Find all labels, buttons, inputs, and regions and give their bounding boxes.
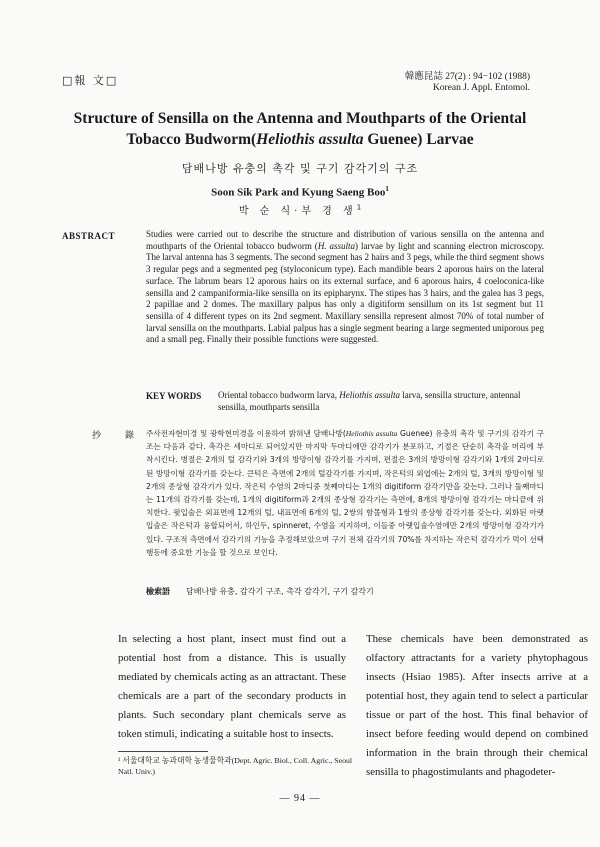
abstract-label: ABSTRACT bbox=[62, 231, 116, 241]
authors-korean-affiliation-mark: 1 bbox=[356, 203, 362, 212]
keywords-post: larva, sensilla structure, antennal sensilla, mouthparts sensilla bbox=[218, 390, 521, 412]
keywords-pre: Oriental tobacco budworm larva, bbox=[218, 390, 340, 400]
authors-english-names: Soon Sik Park and Kyung Saeng Boo bbox=[211, 186, 386, 199]
title-species: Heliothis assulta bbox=[256, 131, 364, 148]
korean-abstract-text bbox=[146, 427, 544, 559]
section-label: □報 文□ bbox=[62, 74, 119, 87]
keywords-label: KEY WORDS bbox=[146, 391, 202, 401]
korean-abstract-label: 抄錄 bbox=[92, 431, 159, 441]
abstract-text-post: ) larvae by light and scanning electron microscopy. The larval antenna has 3 segments. The second segment has 2 hairs and 3 pegs, while the third segment shows 3 regular pegs and a segmented peg (styloconicum type). Each mandible bears 2 aporous hairs on the lateral surface. The labrum bears 12 aporous hairs on its external surface, and 6 aporous hairs, 4 coeloconica-like sensilla and 2 campaniformia-like sensilla on its epipharynx. The stipes has 3 hairs, and the galea has 3 pegs, 2 papillae and 2 domes. The maxillary palpus has only a digitiform sensillum on its 1st segment but 11 sensilla of 4 different types on its 2nd segment. Maxillary sensilla represent almost 70% of total number of larval sensilla on the mouthparts. Labial palpus has a single segment bearing a large segmented uniporous peg and a small peg. Finally their possible functions were suggested. bbox=[146, 240, 544, 345]
authors-korean bbox=[40, 202, 560, 217]
korean-keywords-label: 檢索語 bbox=[146, 587, 170, 596]
title-line-2-post: Guenee) Larvae bbox=[363, 131, 474, 148]
title-line-2-pre: Tobacco Budworm( bbox=[126, 131, 257, 148]
journal-citation-english: Korean J. Appl. Entomol. bbox=[432, 83, 530, 93]
keywords-species: Heliothis assulta bbox=[339, 390, 400, 400]
paper-title bbox=[40, 108, 560, 150]
korean-abstract-pre: 주사전자현미경 및 광학현미경을 이용하여 밝혀낸 담배나방( bbox=[146, 429, 346, 438]
authors-korean-names: 박 순 식·부 경 생 bbox=[238, 206, 357, 217]
title-line-1: Structure of Sensilla on the Antenna and Mouthparts of the Oriental bbox=[73, 110, 527, 127]
title-line-2 bbox=[40, 129, 560, 150]
journal-citation bbox=[405, 72, 530, 94]
korean-title: 담배나방 유충의 촉각 및 구기 감각기의 구조 bbox=[181, 162, 419, 175]
abstract-text-pre: Studies were carried out to describe the structure and distribution of various sensilla on the antenna and mouthparts of the Oriental tobacco budworm ( bbox=[146, 229, 544, 251]
footnote: ¹ 서울대학교 농과대학 농생물학과(Dept. Agric. Biol., Coll. Agric., Seoul Natl. Univ.) bbox=[118, 756, 353, 776]
footnote-rule bbox=[118, 751, 208, 752]
abstract-species: H. assulta bbox=[317, 240, 356, 251]
korean-abstract-post: Guenee) 유충의 촉각 및 구기의 감각기 구조는 다음과 같다. 촉각은 세마디로 되어있지만 마지막 두마디에만 감각기가 분포하고, 기절은 단순히 촉각을 머리에 부착시킨다. 병절은 2개의 털 감각기와 3개의 방망이형 감각기를 가지며, 편절은 3개의 방망이형 감각기와 1개의 2마디로된 방망이형 감각기를 갖는다. 큰턱은 측면에 2개의 털감각기를 가지며, 작은턱의 외엽에는 2개의 털, 3개의 방망이형 및 2개의 종상형 감각기가 있다. 작은턱 수염의 2마디중 첫째마디는 1개의 digitiform 감각기만을 갖는다. 그러나 둘째마디는 11개의 감각기를 갖는데, 1개의 digitiform과 2개의 종상형 감각기는 측면에, 8개의 방망이형 감각기는 마디끝에 위치한다. 윗입술은 외표면에 12개의 털, 내표면에 6개의 털, 2쌍의 함몰형과 1쌍의 종상형 감각기를 갖는다. 외화된 아랫입술은 작은턱과 융합되어서, 하인두, spinneret, 수염을 지지하며, 이들중 아랫입술수염에만 2개의 방망이형 감각기가 있다. 구조적 측면에서 감각기의 기능을 추정해보았으며 구기 전체 감각기의 70%를 차지하는 작은턱 감각기가 먹이 선택 행동에 중요한 기능을 할 것으로 보인다. bbox=[146, 429, 545, 557]
page-number: — 94 — bbox=[279, 793, 321, 804]
body-column-right: These chemicals have been demonstrated as olfactory attractants for a variety phytophagous insects (Hsiao 1985). After insects arrive at a potential host, they again tend to select a particular tissue or part of the host. This final behavior of insect before feeding would depend on combined information in the brain through their chemical sensilla to phagostimulants and phagodeter- bbox=[366, 633, 588, 778]
korean-keywords-text: 담배나방 유충, 감각기 구조, 촉각 감각기, 구기 감각기 bbox=[186, 587, 374, 596]
authors-affiliation-mark: 1 bbox=[385, 185, 389, 193]
authors-english bbox=[40, 185, 560, 199]
body-column-left: In selecting a host plant, insect must find out a potential host from a distance. This is usually mediated by chemicals acting as an attractant. These chemicals are a part of the secondary products in plants. Such secondary plant chemicals serve as token stimuli, indicating a suitable host to insects. bbox=[118, 633, 346, 740]
journal-citation-korean: 韓應昆誌 27(2) : 94−102 (1988) bbox=[404, 72, 530, 82]
keywords-text bbox=[218, 390, 544, 413]
abstract-text bbox=[146, 229, 544, 346]
korean-abstract-species: Heliothis assulta bbox=[345, 429, 398, 438]
